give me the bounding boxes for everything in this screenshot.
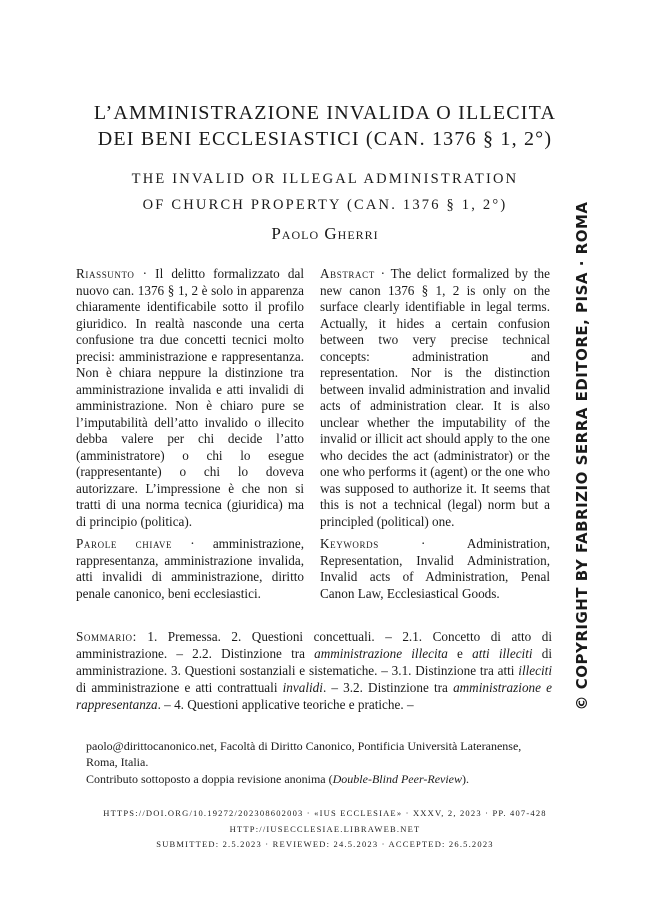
sommario-text-4: di amministrazione e atti contrattuali (76, 680, 283, 695)
sommario-text-3: di amministrazione. 3. Questioni sostanziali e sistematiche. – 3.1. Distinzione tra atti (76, 646, 552, 678)
parole-chiave-block (76, 536, 304, 602)
abstract-block (320, 266, 550, 530)
peer-review-prefix: Contributo sottoposto a doppia revisione anonima ( (86, 772, 333, 786)
riassunto-block (76, 266, 304, 530)
riassunto-separator: · (134, 266, 156, 281)
abstract-label: Abstract (320, 266, 375, 281)
copyright-text: © COPYRIGHT BY FABRIZIO SERRA EDITORE, PISA · ROMA (573, 201, 591, 711)
sommario-italic-5: amministrazione e rappresentanza (76, 680, 552, 712)
riassunto-text: Il delitto formalizzato dal nuovo can. 1376 § 1, 2 è solo in apparenza chiaramente identificabile sotto il profilo giuridico. In realtà nasconde una certa confusione tra due concetti tecnici molto precisi: amministrazione e rappresentanza. Non è chiara neppure la distinzione tra amministrazione invalida e atti invalidi di amministrazione. Non è chiaro pure se l’imputabilità dell’atto invalido o illecito debba valere per chi decide l’atto (amministratore) o chi lo esegue (rappresentante) o chi lo doveva autorizzare. L’impressione è che non si tratti di una norma tecnica (giuridica) ma di principio (politica). (76, 266, 304, 529)
english-title (80, 166, 570, 218)
riassunto-label: Riassunto (76, 266, 135, 281)
italian-title (60, 100, 590, 152)
sommario-italic-2: atti illeciti (472, 646, 533, 661)
keywords-label: Keywords (320, 536, 379, 551)
keywords-block (320, 536, 550, 602)
parole-chiave-separator: · (172, 536, 213, 551)
italian-title-line-1: L’AMMINISTRAZIONE INVALIDA O ILLECITA (93, 102, 557, 124)
dates-line: SUBMITTED: 2.5.2023 · REVIEWED: 24.5.2023 · ACCEPTED: 26.5.2023 (156, 839, 494, 849)
peer-review-italic: Double-Blind Peer-Review (332, 772, 463, 786)
sommario-text-5: . – 3.2. Distinzione tra (322, 680, 454, 695)
parole-chiave-text: amministrazione, rappresentanza, amministrazione invalida, atti invalidi di amministrazione, diritto penale canonico, beni ecclesiastici. (76, 536, 304, 601)
sommario-italic-4: invalidi (282, 680, 323, 695)
peer-review-suffix: ). (462, 772, 470, 786)
english-title-line-1: THE INVALID OR ILLEGAL ADMINISTRATION (131, 171, 519, 187)
sommario-text-6: . – 4. Questioni applicative teoriche e pratiche. – (157, 697, 414, 712)
sommario-block (76, 628, 552, 713)
sommario-text-2: e (447, 646, 473, 661)
abstract-text: The delict formalized by the new canon 1376 § 1, 2 is only on the surface clearly identifiable in legal terms. Actually, it hides a certain confusion between two very precise technical concepts: administration and representation. Nor is the distinction between invalid administration and invalid acts of administration clear. It is also unclear whether the imputability of the invalid or illicit act should apply to the one who decides the act (administrator) or the one who performs it (agent) or the one who was supposed to authorize it. It seems that this is not a technical (legal) norm but a principled (political) one. (320, 266, 550, 529)
abstract-separator: · (374, 266, 391, 281)
english-title-line-2: OF CHURCH PROPERTY (CAN. 1376 § 1, 2°) (142, 197, 508, 213)
keywords-separator: · (378, 536, 467, 551)
website-line: HTTP://IUSECCLESIAE.LIBRAWEB.NET (229, 824, 421, 834)
italian-title-line-2: DEI BENI ECCLESIASTICI (CAN. 1376 § 1, 2°) (97, 128, 553, 150)
sommario-label: Sommario: (76, 629, 137, 644)
author-name: Paolo Gherri (271, 224, 379, 243)
sommario-text-1: 1. Premessa. 2. Questioni concettuali. – 2.1. Concetto di atto di amministrazione. – 2.2. Distinzione tra (76, 629, 552, 661)
peer-review-footnote (86, 772, 552, 788)
author-contact-footnote: paolo@dirittocanonico.net, Facoltà di Diritto Canonico, Pontificia Università Lateranense, Roma, Italia. (86, 739, 522, 769)
doi-line: HTTPS://DOI.ORG/10.19272/202308602003 · «IUS ECCLESIAE» · XXXV, 2, 2023 · PP. 407-428 (103, 808, 547, 818)
sommario-italic-3: illeciti (518, 663, 552, 678)
keywords-text: Administration, Representation, Invalid Administration, Invalid acts of Administration, Penal Canon Law, Ecclesiastical Goods. (320, 536, 550, 601)
parole-chiave-label: Parole chiave (76, 536, 173, 551)
sommario-italic-1: amministrazione illecita (314, 646, 448, 661)
